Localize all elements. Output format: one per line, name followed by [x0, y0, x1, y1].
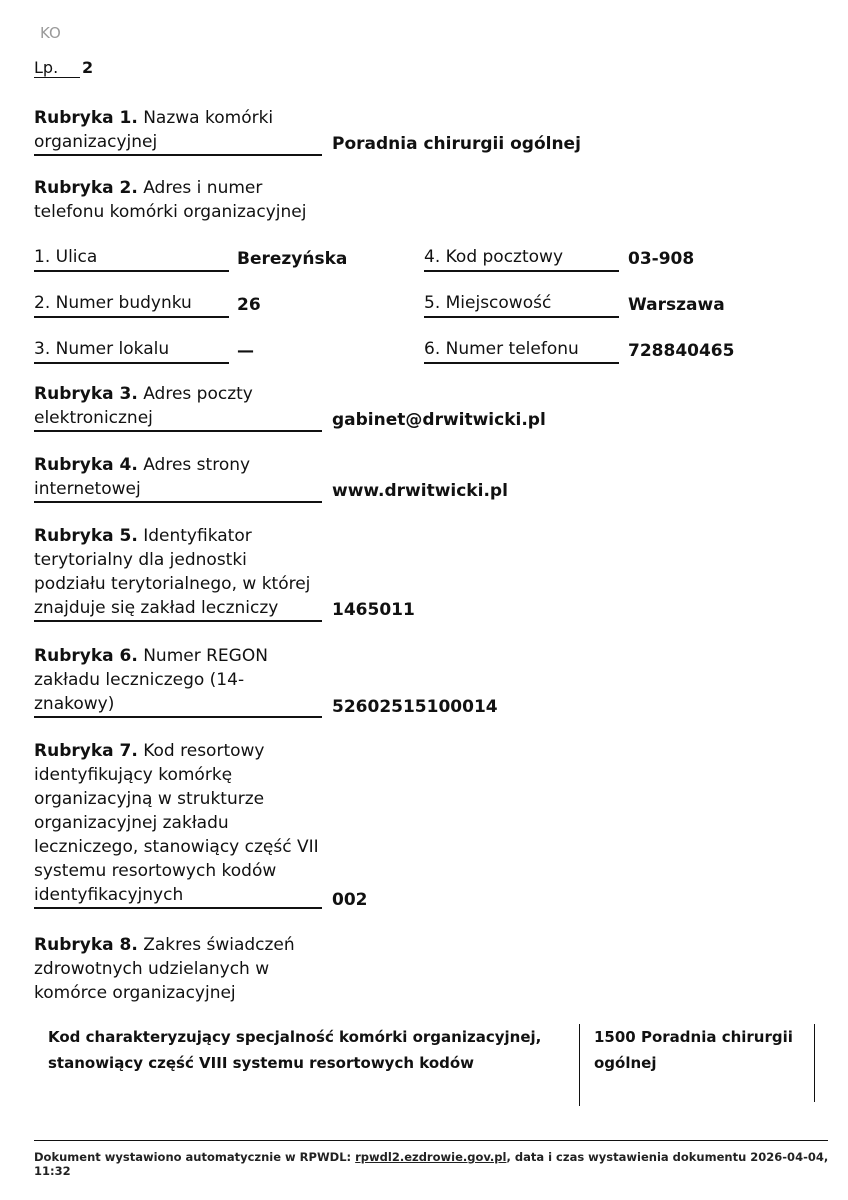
table-divider [579, 1024, 580, 1106]
rubryka-2 [34, 176, 322, 224]
rubryka-1-text: Nazwa komórki [143, 108, 274, 128]
rubryka-8 [34, 933, 322, 1005]
lp-row [34, 58, 93, 78]
city-value: Warszawa [628, 295, 725, 315]
specialty-code-value-line-1: 1500 Poradnia chirurgii [594, 1028, 793, 1046]
lp-value: 2 [82, 58, 94, 77]
rubryka-8-number: Rubryka 8. [34, 935, 138, 955]
rubryka-3-number: Rubryka 3. [34, 384, 138, 404]
specialty-code-label-line-1: Kod charakteryzujący specjalność komórki organizacyjnej, [48, 1028, 542, 1046]
rubryka-4-text: Adres strony [143, 455, 251, 475]
rubryka-3-last-line: elektronicznej [34, 406, 322, 432]
phone-value: 728840465 [628, 341, 735, 361]
postal-value: 03-908 [628, 249, 695, 269]
rubryka-1-value: Poradnia chirurgii ogólnej [332, 134, 581, 154]
rubryka-5-last-line: znajduje się zakład leczniczy [34, 596, 322, 622]
rubryka-2-text: Adres i numer [143, 178, 263, 198]
building-label: 2. Numer budynku [34, 292, 229, 318]
rubryka-7-last-line: identyfikacyjnych [34, 883, 322, 909]
rubryka-7-value: 002 [332, 890, 368, 910]
footer-divider [34, 1140, 828, 1141]
rubryka-3-text: Adres poczty [143, 384, 253, 404]
rubryka-8-line-2: zdrowotnych udzielanych w [34, 959, 270, 979]
rubryka-4-value: www.drwitwicki.pl [332, 481, 508, 501]
rubryka-4-number: Rubryka 4. [34, 455, 138, 475]
specialty-code-value [594, 1024, 804, 1076]
rubryka-1-number: Rubryka 1. [34, 108, 138, 128]
rubryka-2-last-line: telefonu komórki organizacyjnej [34, 202, 307, 222]
local-value: — [237, 341, 254, 361]
rubryka-6 [34, 644, 322, 718]
footer-prefix: Dokument wystawiono automatycznie w RPWDL: [34, 1150, 356, 1164]
rubryka-5-line-3: podziału terytorialnego, w której [34, 574, 311, 594]
rubryka-1 [34, 106, 322, 156]
rubryka-7-line-4: organizacyjnej zakładu [34, 813, 229, 833]
lp-label: Lp. [34, 58, 80, 78]
footer-note [34, 1150, 848, 1178]
postal-label: 4. Kod pocztowy [424, 246, 619, 272]
rubryka-7-text: Kod resortowy [143, 741, 265, 761]
rubryka-1-last-line: organizacyjnej [34, 130, 322, 156]
rubryka-5 [34, 524, 322, 622]
rubryka-2-number: Rubryka 2. [34, 178, 138, 198]
rubryka-6-number: Rubryka 6. [34, 646, 138, 666]
rubryka-3-value: gabinet@drwitwicki.pl [332, 410, 546, 430]
rubryka-3 [34, 382, 322, 432]
local-label: 3. Numer lokalu [34, 338, 229, 364]
rubryka-5-number: Rubryka 5. [34, 526, 138, 546]
rubryka-7-line-6: systemu resortowych kodów [34, 861, 277, 881]
street-label: 1. Ulica [34, 246, 229, 272]
rubryka-5-value: 1465011 [332, 600, 415, 620]
rubryka-7 [34, 739, 322, 909]
rubryka-4 [34, 453, 322, 503]
rubryka-7-line-5: leczniczego, stanowiący część VII [34, 837, 319, 857]
footer-suffix: , data i czas wystawienia dokumentu 2026-04-04, 11:32 [34, 1150, 829, 1178]
street-value: Berezyńska [237, 249, 348, 269]
rubryka-7-line-3: organizacyjną w strukturze [34, 789, 265, 809]
document-code: KO [40, 24, 61, 42]
table-right-border [814, 1024, 815, 1102]
rubryka-6-value: 52602515100014 [332, 697, 498, 717]
rubryka-5-text: Identyfikator [143, 526, 252, 546]
rubryka-7-number: Rubryka 7. [34, 741, 138, 761]
rubryka-6-text: Numer REGON [143, 646, 268, 666]
rubryka-8-line-3: komórce organizacyjnej [34, 983, 236, 1003]
rubryka-8-text: Zakres świadczeń [143, 935, 295, 955]
rubryka-6-last-line: znakowy) [34, 692, 322, 718]
rubryka-5-line-2: terytorialny dla jednostki [34, 550, 247, 570]
specialty-code-value-line-2: ogólnej [594, 1054, 657, 1072]
rubryka-6-line-2: zakładu leczniczego (14- [34, 670, 245, 690]
phone-label: 6. Numer telefonu [424, 338, 619, 364]
rubryka-7-line-2: identyfikujący komórkę [34, 765, 233, 785]
building-value: 26 [237, 295, 261, 315]
specialty-code-label [48, 1024, 568, 1076]
specialty-code-label-line-2: stanowiący część VIII systemu resortowych kodów [48, 1054, 475, 1072]
rubryka-4-last-line: internetowej [34, 477, 322, 503]
footer-link[interactable]: rpwdl2.ezdrowie.gov.pl [355, 1150, 507, 1164]
city-label: 5. Miejscowość [424, 292, 619, 318]
